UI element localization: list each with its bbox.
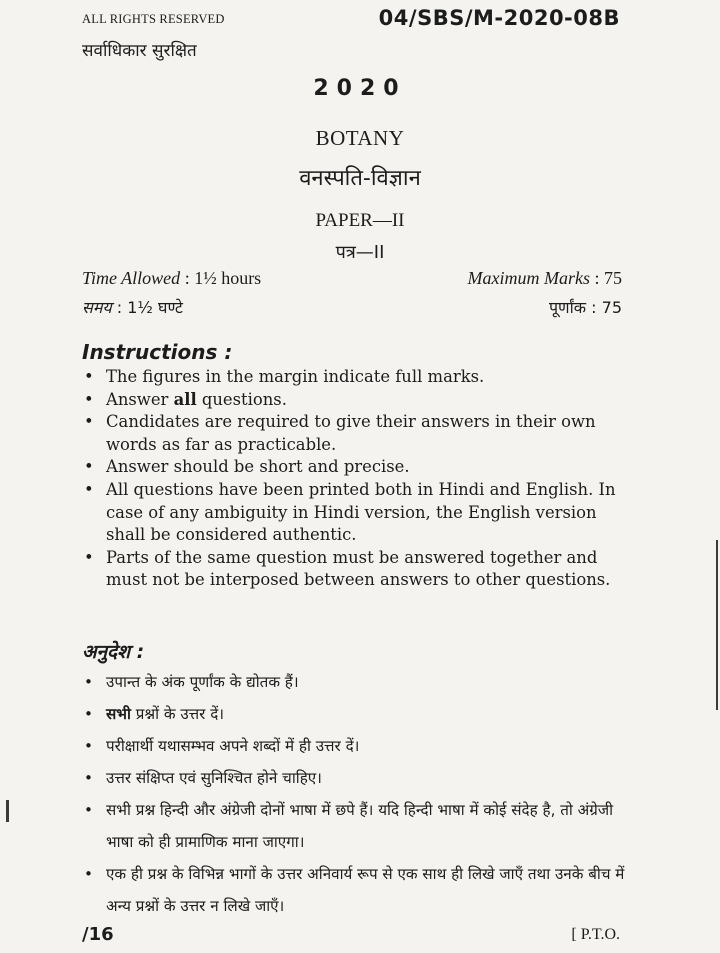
list-item: • Parts of the same question must be answered together and must not be interposed between answers to other questions. (84, 547, 611, 590)
list-item: • एक ही प्रश्न के विभिन्न भागों के उत्तर अनिवार्य रूप से एक साथ ही लिखे जाएँ तथा उनके बीच में अन्य प्रश्नों के उत्तर न लिखे जाएँ। (84, 865, 625, 915)
instructions-list-hi (82, 666, 627, 922)
time-marks-row-en (82, 268, 622, 289)
list-item: • Candidates are required to give their answers in their own words as far as practicable. (84, 412, 596, 454)
time-allowed-hi: समय : 1½ घण्टे (82, 298, 183, 317)
pto-label: [ P.T.O. (571, 926, 620, 943)
list-item: • All questions have been printed both in Hindi and English. In case of any ambiguity in Hindi version, the English version shall be considered authentic. (84, 479, 616, 545)
scan-edge-line (716, 540, 718, 710)
time-marks-row-hi (82, 296, 622, 318)
rights-reserved-en: ALL RIGHTS RESERVED (82, 12, 225, 26)
instructions-list-en (82, 366, 624, 592)
list-item: • सभी प्रश्नों के उत्तर दें। (84, 705, 225, 723)
list-item: • Answer should be short and precise. (84, 457, 410, 477)
paper-number-hi: पत्र—II (335, 242, 385, 263)
list-item: • परीक्षार्थी यथासम्भव अपने शब्दों में ही उत्तर दें। (84, 737, 360, 755)
maximum-marks-hi: पूर्णांक : 75 (548, 298, 622, 317)
rights-reserved-hi: सर्वाधिकार सुरक्षित (82, 41, 197, 61)
list-item: • सभी प्रश्न हिन्दी और अंग्रेजी दोनों भाषा में छपे हैं। यदि हिन्दी भाषा में कोई संदेह है, तो अंग्रेजी भाषा को ही प्रामाणिक माना जाएगा। (84, 801, 614, 851)
scan-mark (6, 800, 9, 822)
list-item: • उपान्त के अंक पूर्णांक के द्योतक हैं। (84, 673, 299, 691)
paper-number-en: PAPER—II (315, 210, 405, 231)
subject-title-hi: वनस्पति-विज्ञान (299, 166, 421, 191)
subject-title-en: BOTANY (315, 126, 405, 150)
paper-code: 04/SBS/M-2020-08B (378, 6, 620, 30)
time-allowed-en: Time Allowed : 1½ hours (82, 268, 262, 288)
list-item: • उत्तर संक्षिप्त एवं सुनिश्चित होने चाहिए। (84, 769, 322, 787)
list-item: • The figures in the margin indicate full marks. (84, 367, 485, 386)
list-item: • Answer all questions. (84, 389, 287, 409)
instructions-heading-en: Instructions : (82, 340, 233, 364)
page-count: /16 (82, 924, 114, 945)
maximum-marks-en: Maximum Marks : 75 (467, 268, 622, 288)
exam-year: 2020 (313, 76, 407, 101)
instructions-heading-hi: अनुदेश : (82, 641, 145, 663)
